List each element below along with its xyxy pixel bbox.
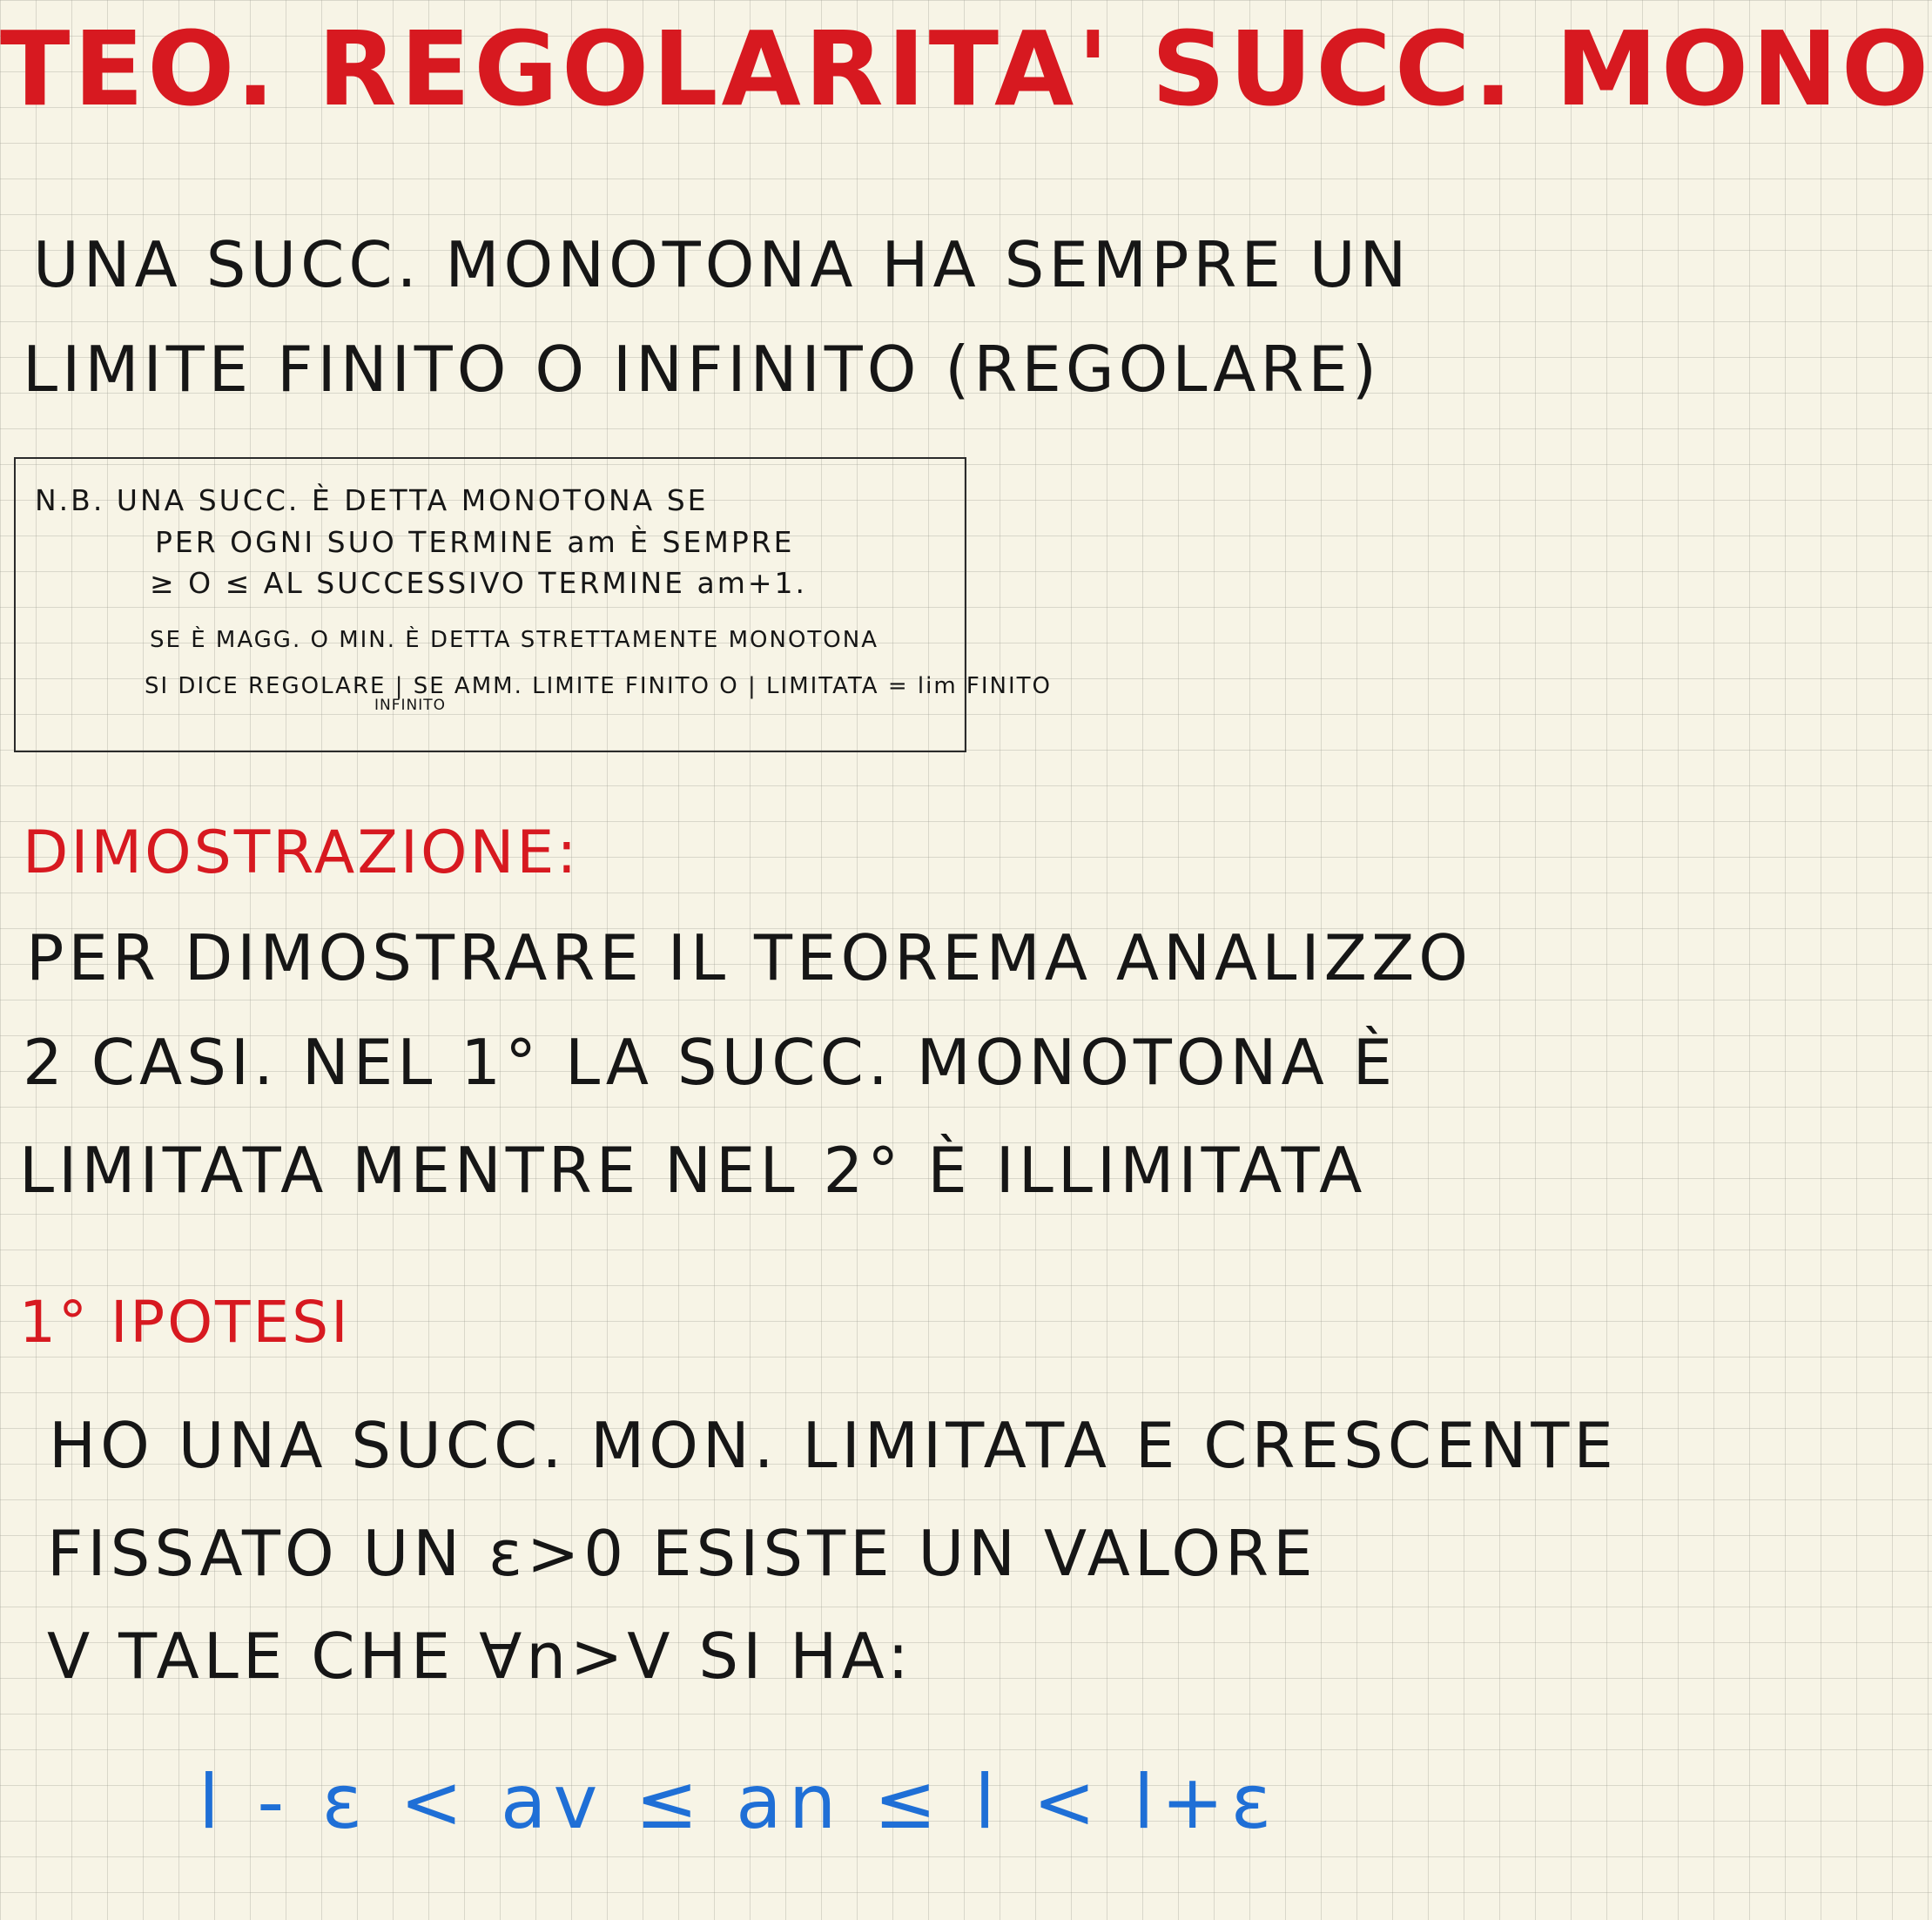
proof-line-1: PER DIMOSTRARE IL TEOREMA ANALIZZO xyxy=(26,921,1472,994)
hypothesis-line-2: FISSATO UN ε>0 ESISTE UN VALORE xyxy=(47,1517,1317,1590)
nota-bene-line-2: PER OGNI SUO TERMINE am È SEMPRE xyxy=(155,525,795,559)
proof-line-3: LIMITATA MENTRE NEL 2° È ILLIMITATA xyxy=(19,1134,1367,1207)
proof-line-2: 2 CASI. NEL 1° LA SUCC. MONOTONA È xyxy=(23,1026,1397,1099)
hypothesis-heading: 1° IPOTESI xyxy=(19,1289,351,1356)
hypothesis-line-3: V TALE CHE ∀n>V SI HA: xyxy=(47,1620,913,1693)
inequality-formula: l - ε < av ≤ an ≤ l < l+ε xyxy=(199,1759,1279,1846)
nota-bene-line-4: SE È MAGG. O MIN. È DETTA STRETTAMENTE MONOTONA xyxy=(150,627,878,653)
page-title: TEO. REGOLARITA' SUCC. MONO xyxy=(0,9,1932,129)
hypothesis-line-1: HO UNA SUCC. MON. LIMITATA E CRESCENTE xyxy=(49,1409,1618,1482)
theorem-statement-line-1: UNA SUCC. MONOTONA HA SEMPRE UN xyxy=(33,228,1411,301)
nota-bene-line-5: SI DICE REGOLARE | SE AMM. LIMITE FINITO O | LIMITATA = lim FINITO xyxy=(145,673,1053,699)
nota-bene-line-5-sub: INFINITO xyxy=(374,697,447,714)
nota-bene-line-1: N.B. UNA SUCC. È DETTA MONOTONA SE xyxy=(35,483,709,517)
theorem-statement-line-2: LIMITE FINITO O INFINITO (REGOLARE) xyxy=(23,333,1381,406)
proof-heading: DIMOSTRAZIONE: xyxy=(23,819,580,887)
nota-bene-line-3: ≥ O ≤ AL SUCCESSIVO TERMINE am+1. xyxy=(150,566,807,600)
